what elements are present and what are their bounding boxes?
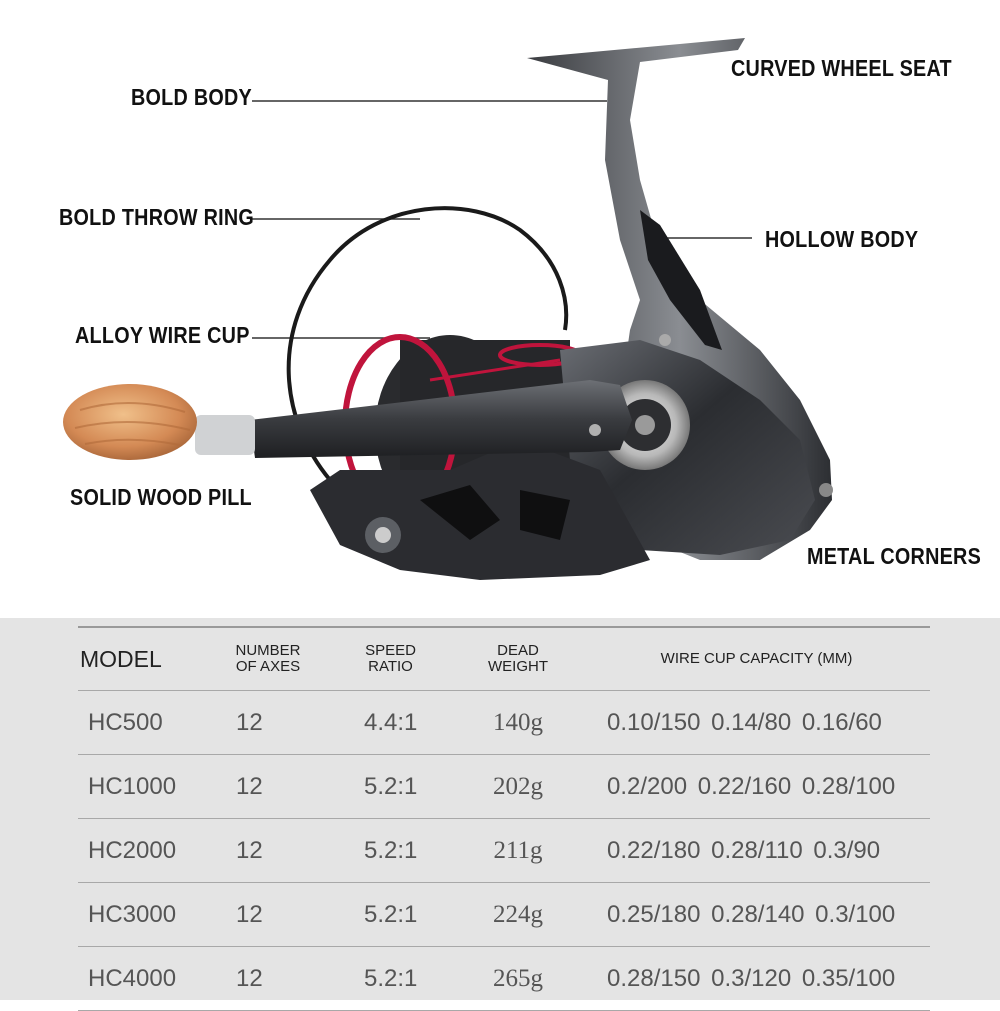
cell-ratio: 5.2:1 bbox=[328, 755, 453, 819]
header-speed-ratio bbox=[328, 627, 453, 691]
cell-capacity: 0.28/150 0.3/120 0.35/100 bbox=[583, 947, 930, 1011]
callout-bold-body: BOLD BODY bbox=[131, 84, 253, 110]
table-row bbox=[78, 947, 930, 1011]
cell-model: HC4000 bbox=[78, 947, 208, 1011]
header-weight-line1: DEAD bbox=[497, 642, 539, 659]
header-ratio-line1: SPEED bbox=[365, 642, 416, 659]
callout-hollow-body: HOLLOW BODY bbox=[765, 226, 919, 252]
cell-capacity: 0.10/150 0.14/80 0.16/60 bbox=[583, 691, 930, 755]
cell-ratio: 5.2:1 bbox=[328, 883, 453, 947]
header-ratio-line2: RATIO bbox=[368, 658, 413, 675]
cell-weight: 211g bbox=[453, 819, 583, 883]
spec-table bbox=[78, 626, 930, 1011]
cell-model: HC1000 bbox=[78, 755, 208, 819]
header-wire-cup-capacity: WIRE CUP CAPACITY (MM) bbox=[583, 627, 930, 691]
header-number-of-axes bbox=[208, 627, 328, 691]
header-axes-line1: NUMBER bbox=[235, 642, 301, 659]
cell-axes: 12 bbox=[208, 947, 328, 1011]
cell-capacity: 0.25/180 0.28/140 0.3/100 bbox=[583, 883, 930, 947]
table-header-row bbox=[78, 627, 930, 691]
table-row bbox=[78, 691, 930, 755]
callout-curved-wheel-seat: CURVED WHEEL SEAT bbox=[731, 55, 952, 81]
table-row bbox=[78, 883, 930, 947]
cell-axes: 12 bbox=[208, 755, 328, 819]
cell-weight: 202g bbox=[453, 755, 583, 819]
callout-alloy-wire-cup: ALLOY WIRE CUP bbox=[75, 322, 250, 348]
cell-ratio: 5.2:1 bbox=[328, 819, 453, 883]
handle-shaft bbox=[195, 415, 255, 455]
callout-metal-corners: METAL CORNERS bbox=[807, 543, 982, 569]
cell-capacity: 0.2/200 0.22/160 0.28/100 bbox=[583, 755, 930, 819]
header-model: MODEL bbox=[78, 627, 208, 691]
callout-bold-throw-ring: BOLD THROW RING bbox=[59, 204, 255, 230]
wood-knob bbox=[63, 384, 197, 460]
table-row bbox=[78, 819, 930, 883]
cell-ratio: 4.4:1 bbox=[328, 691, 453, 755]
cell-weight: 140g bbox=[453, 691, 583, 755]
cell-axes: 12 bbox=[208, 819, 328, 883]
callout-solid-wood-pill: SOLID WOOD PILL bbox=[70, 484, 252, 510]
cell-ratio: 5.2:1 bbox=[328, 947, 453, 1011]
header-weight-line2: WEIGHT bbox=[488, 658, 548, 675]
table-row bbox=[78, 755, 930, 819]
cell-axes: 12 bbox=[208, 883, 328, 947]
metal-corner-screw bbox=[819, 483, 833, 497]
header-axes-line2: OF AXES bbox=[235, 658, 301, 675]
cell-model: HC3000 bbox=[78, 883, 208, 947]
cell-model: HC2000 bbox=[78, 819, 208, 883]
header-dead-weight bbox=[453, 627, 583, 691]
spec-table-section bbox=[0, 618, 1000, 1000]
cell-axes: 12 bbox=[208, 691, 328, 755]
cell-weight: 265g bbox=[453, 947, 583, 1011]
cell-model: HC500 bbox=[78, 691, 208, 755]
cell-weight: 224g bbox=[453, 883, 583, 947]
cell-capacity: 0.22/180 0.28/110 0.3/90 bbox=[583, 819, 930, 883]
